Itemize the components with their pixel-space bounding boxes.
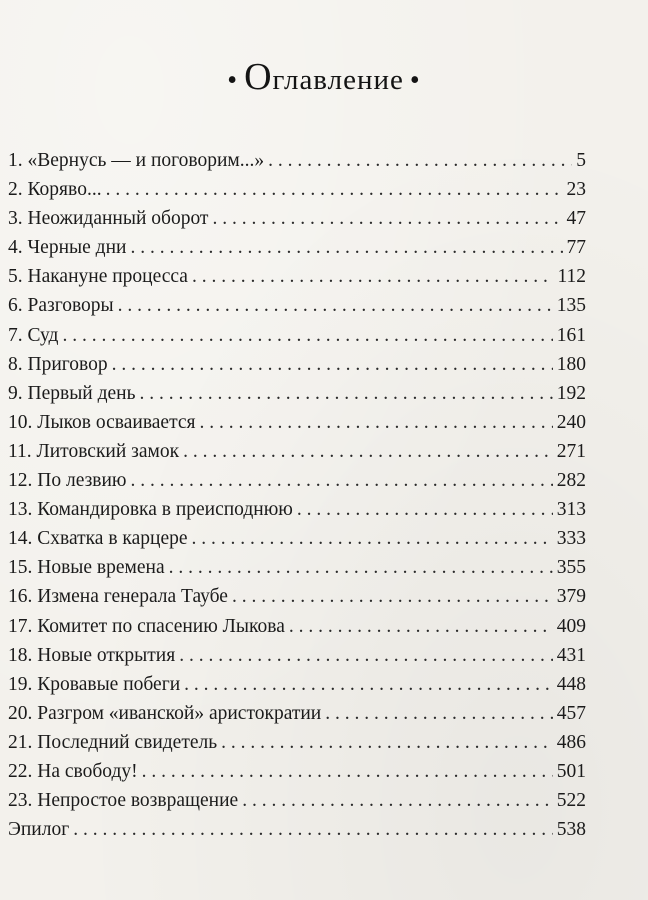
toc-entry-page: 271 [556,440,586,462]
toc-entry-page: 333 [556,528,586,550]
toc-dot-leader [106,175,563,204]
toc-entry [8,815,586,844]
toc-entry-title: 2. Корявo... [8,179,102,201]
toc-entry [8,204,586,233]
page-title [0,55,648,99]
toc-entry [8,582,586,611]
toc-entry [8,291,586,320]
toc-entry-page: 486 [556,731,586,753]
toc-entry [8,175,586,204]
toc-entry-page: 77 [566,237,586,259]
toc-dot-leader [192,262,554,291]
toc-dot-leader [140,379,553,408]
toc-entry-title: 4. Черные дни [8,237,127,259]
title-rest: главление [272,64,404,96]
toc-entry [8,495,586,524]
toc-dot-leader [297,495,553,524]
toc-entry-title: 21. Последний свидетель [8,731,218,753]
toc-dot-leader [130,233,562,262]
toc-entry-title: 7. Суд [8,324,59,346]
toc-entry [8,350,586,379]
toc-entry [8,379,586,408]
toc-entry-page: 282 [556,470,586,492]
toc-dot-leader [212,204,562,233]
toc-entry-title: 8. Приговор [8,353,108,375]
toc-entry-page: 5 [576,150,586,171]
toc-dot-leader [142,757,553,786]
toc-dot-leader [232,582,553,611]
toc-entry-title: 20. Разгром «иванской» аристократии [8,702,322,724]
toc-dot-leader [289,612,553,641]
toc-entry-page: 47 [566,208,586,230]
toc-dot-leader [221,728,553,757]
toc-entry [8,728,586,757]
title-initial: О [244,56,273,98]
toc-dot-leader [179,641,553,670]
toc-entry [8,321,586,350]
toc-entry [8,757,586,786]
toc-entry [8,786,586,815]
toc-entry-title: 5. Накануне процесса [8,266,188,288]
toc-entry-page: 431 [556,644,586,666]
toc-entry [8,233,586,262]
toc-entry-title: 9. Первый день [8,382,136,404]
toc-dot-leader [118,291,553,320]
toc-entry-title: 15. Новые времена [8,557,165,579]
toc-entry-page: 23 [566,179,586,201]
toc-entry-title: 18. Новые открытия [8,644,176,666]
toc-entry-title: 19. Кровавые побеги [8,673,181,695]
toc-entry-page: 538 [556,819,586,841]
toc-entry-title: 23. Непростое возвращение [8,790,239,812]
toc-entry-title: 12. По лезвию [8,470,127,492]
toc-entry-page: 112 [557,266,586,288]
toc-entry-page: 192 [556,382,586,404]
toc-dot-leader [183,437,553,466]
toc-dot-leader [62,321,552,350]
toc-entry-page: 135 [556,295,586,317]
toc-entry-title: Эпилог [8,819,70,841]
toc-entry-page: 180 [556,353,586,375]
toc-entry [8,146,586,175]
toc-entry [8,553,586,582]
toc-entry-title: 1. «Вернусь — и поговорим...» [8,150,265,171]
toc-entry-page: 379 [556,586,586,608]
toc-entry-page: 161 [556,324,586,346]
toc-dot-leader [199,408,552,437]
toc-entry-page: 522 [556,790,586,812]
toc-dot-leader [192,524,553,553]
toc-entry [8,612,586,641]
toc-entry [8,437,586,466]
toc-entry [8,670,586,699]
toc-dot-leader [73,815,553,844]
toc-entry-title: 11. Литовский замок [8,440,180,462]
toc-entry-page: 240 [556,411,586,433]
toc-entry-page: 313 [556,499,586,521]
table-of-contents [8,146,586,844]
bullet-right-icon: • [409,64,421,96]
toc-entry-title: 13. Командировка в преисподнюю [8,499,293,521]
toc-entry-title: 16. Измена генерала Таубе [8,586,228,608]
toc-dot-leader [112,350,553,379]
toc-entry-title: 3. Неожиданный оборот [8,208,209,230]
toc-entry-page: 448 [556,673,586,695]
toc-entry [8,699,586,728]
toc-entry-title: 10. Лыков осваивается [8,411,196,433]
toc-dot-leader [242,786,553,815]
toc-entry [8,262,586,291]
toc-dot-leader [325,699,553,728]
toc-dot-leader [169,553,553,582]
toc-entry-title: 22. На свободу! [8,760,138,782]
toc-entry-page: 409 [556,615,586,637]
toc-entry-title: 17. Комитет по спасению Лыкова [8,615,285,637]
toc-entry-title: 6. Разговоры [8,295,114,317]
toc-entry [8,466,586,495]
toc-entry-title: 14. Схватка в карцере [8,528,188,550]
toc-dot-leader [131,466,553,495]
toc-entry-page: 355 [556,557,586,579]
toc-dot-leader [184,670,553,699]
toc-entry-page: 501 [556,760,586,782]
toc-dot-leader [268,146,572,175]
toc-entry [8,524,586,553]
toc-entry-page: 457 [556,702,586,724]
toc-entry [8,408,586,437]
toc-entry [8,641,586,670]
bullet-left-icon: • [227,64,239,96]
